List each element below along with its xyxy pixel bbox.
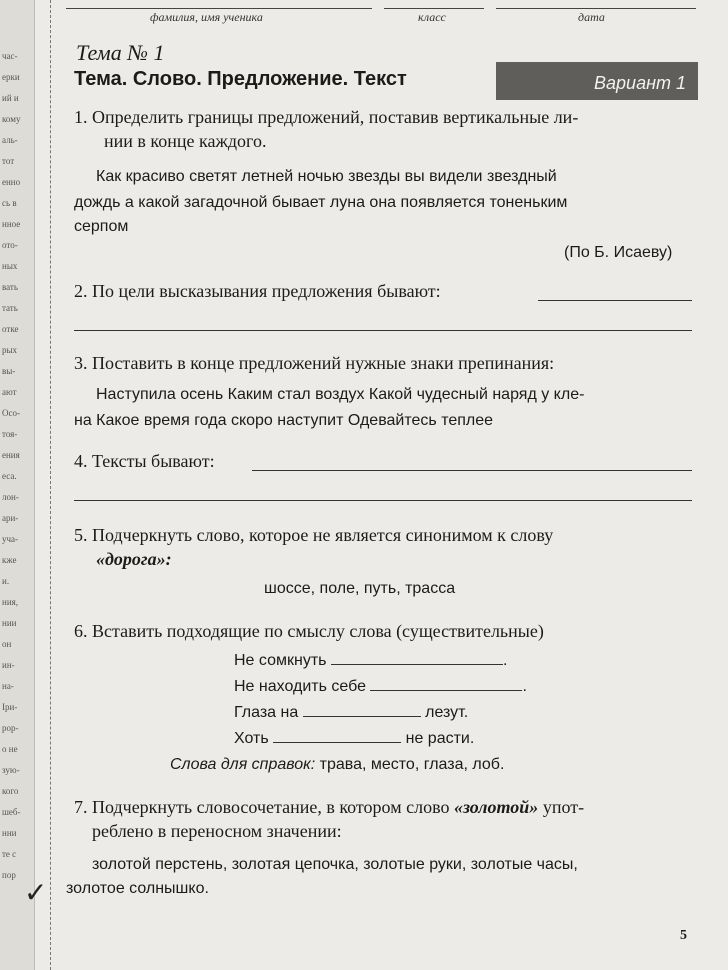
task7-word: «золотой» bbox=[453, 797, 539, 817]
task7-question-start: 7. Подчеркнуть словосочетание, в котором слово bbox=[74, 797, 454, 817]
task6-phrase4 bbox=[234, 726, 474, 752]
task6-reference-words: трава, место, глаза, лоб. bbox=[319, 756, 505, 773]
task7-options-line2[interactable]: золотое солнышко. bbox=[66, 880, 209, 897]
task7-question-line1 bbox=[74, 796, 584, 818]
task6-phrase1-start: Не сомкнуть bbox=[234, 652, 327, 669]
adjacent-page-fragment: тоя- bbox=[2, 429, 18, 439]
adjacent-page-fragment: ин- bbox=[2, 660, 15, 670]
task1-question-line1: 1. Определить границы предложений, поставив вертикальные ли- bbox=[74, 107, 579, 127]
adjacent-page-fragment: рых bbox=[2, 345, 18, 355]
topic-number: Тема № 1 bbox=[76, 40, 165, 65]
adjacent-page-fragment: ари- bbox=[2, 513, 19, 523]
variant-badge: Вариант 1 bbox=[496, 62, 698, 100]
date-line bbox=[496, 8, 696, 9]
name-label: фамилия, имя ученика bbox=[150, 10, 263, 24]
adjacent-page-fragment: отке bbox=[2, 324, 19, 334]
task3-text-line1: Наступила осень Каким стал воздух Какой чудесный наряд у кле- bbox=[96, 386, 585, 403]
adjacent-page-fragment: нии bbox=[2, 618, 17, 628]
page-title: Тема. Слово. Предложение. Текст bbox=[74, 68, 407, 90]
task6-blank2[interactable] bbox=[370, 676, 522, 691]
adjacent-page-fragment: нни bbox=[2, 828, 17, 838]
task6-phrase3-start: Глаза на bbox=[234, 704, 299, 721]
adjacent-page-fragment: на- bbox=[2, 681, 14, 691]
task1-text-line3: серпом bbox=[74, 218, 129, 235]
task3-question: 3. Поставить в конце предложений нужные знаки препинания: bbox=[74, 353, 555, 373]
task3-text-line2: на Какое время года скоро наступит Одевайтесь теплее bbox=[74, 412, 494, 429]
task7-question-end: упот- bbox=[538, 797, 585, 817]
adjacent-page-fragment: лон- bbox=[2, 492, 19, 502]
task4-answer-line1[interactable] bbox=[252, 470, 692, 471]
adjacent-page-fragment: он bbox=[2, 639, 12, 649]
adjacent-page-fragment: шеб- bbox=[2, 807, 21, 817]
adjacent-page-fragment: кже bbox=[2, 555, 17, 565]
checkmark-icon: ✓ bbox=[24, 878, 48, 909]
task6-reference bbox=[170, 752, 504, 778]
task6-phrase3-end: лезут. bbox=[425, 704, 469, 721]
adjacent-page-fragment: ния, bbox=[2, 597, 19, 607]
margin-line bbox=[50, 0, 51, 970]
adjacent-page-fragment: ных bbox=[2, 261, 18, 271]
task6-phrase1 bbox=[234, 648, 507, 674]
adjacent-page-fragment: и. bbox=[2, 576, 10, 586]
adjacent-page-fragment: пор bbox=[2, 870, 16, 880]
adjacent-page-fragment: сь в bbox=[2, 198, 17, 208]
task5-options[interactable]: шоссе, поле, путь, трасса bbox=[264, 580, 456, 597]
task6-blank1[interactable] bbox=[331, 650, 503, 665]
adjacent-page-fragment: вы- bbox=[2, 366, 16, 376]
task6-blank4[interactable] bbox=[273, 728, 401, 743]
task7-question-line2: реблено в переносном значении: bbox=[92, 821, 342, 841]
adjacent-page-fragment: еса. bbox=[2, 471, 17, 481]
task6-phrase1-end: . bbox=[502, 652, 508, 669]
task7-options-line1[interactable]: золотой перстень, золотая цепочка, золотые руки, золотые часы, bbox=[92, 856, 578, 873]
adjacent-page-fragment: ают bbox=[2, 387, 17, 397]
name-line bbox=[66, 8, 372, 9]
task1-text-line1: Как красиво светят летней ночью звезды вы видели звездный bbox=[96, 168, 557, 185]
adjacent-page-fragment: зую- bbox=[2, 765, 20, 775]
adjacent-page-fragment: кого bbox=[2, 786, 19, 796]
adjacent-page-fragment: ерки bbox=[2, 72, 20, 82]
task6-phrase2 bbox=[234, 674, 527, 700]
adjacent-page-fragment: Іри- bbox=[2, 702, 18, 712]
class-label: класс bbox=[418, 10, 446, 24]
task1-source: (По Б. Исаеву) bbox=[564, 244, 673, 261]
adjacent-page-fragment: рор- bbox=[2, 723, 19, 733]
task2-answer-line1[interactable] bbox=[538, 300, 692, 301]
adjacent-page-fragment: Осо- bbox=[2, 408, 20, 418]
adjacent-page-fragment: о не bbox=[2, 744, 18, 754]
adjacent-page-fragment: вать bbox=[2, 282, 18, 292]
adjacent-page-fragment: ий и bbox=[2, 93, 19, 103]
task6-phrase4-end: не расти. bbox=[405, 730, 475, 747]
task1-text-line2: дождь а какой загадочной бывает луна она появляется тоненьким bbox=[74, 194, 568, 211]
date-label: дата bbox=[578, 10, 605, 24]
adjacent-page-fragment: час- bbox=[2, 51, 18, 61]
task6-phrase2-end: . bbox=[522, 678, 527, 695]
adjacent-page-strip bbox=[0, 0, 35, 970]
task5-word: «дорога»: bbox=[96, 549, 172, 569]
adjacent-page-fragment: тать bbox=[2, 303, 18, 313]
adjacent-page-fragment: тот bbox=[2, 156, 15, 166]
adjacent-page-fragment: кому bbox=[2, 114, 21, 124]
task6-blank3[interactable] bbox=[303, 702, 421, 717]
task6-phrase4-start: Хоть bbox=[234, 730, 269, 747]
adjacent-page-fragment: ото- bbox=[2, 240, 18, 250]
task2-answer-line2[interactable] bbox=[74, 330, 692, 331]
adjacent-page-fragment: уча- bbox=[2, 534, 19, 544]
task5-question-line1: 5. Подчеркнуть слово, которое не является синонимом к слову bbox=[74, 525, 554, 545]
adjacent-page-fragment: енно bbox=[2, 177, 21, 187]
adjacent-page-fragment: ения bbox=[2, 450, 20, 460]
task6-reference-label: Слова для справок: bbox=[170, 756, 316, 773]
class-line bbox=[384, 8, 484, 9]
task4-answer-line2[interactable] bbox=[74, 500, 692, 501]
adjacent-page-fragment: те с bbox=[2, 849, 17, 859]
adjacent-page-fragment: аль- bbox=[2, 135, 18, 145]
task1-question-line2: нии в конце каждого. bbox=[104, 131, 267, 151]
adjacent-page-fragment: нное bbox=[2, 219, 21, 229]
page-number: 5 bbox=[680, 928, 687, 943]
task6-phrase2-start: Не находить себе bbox=[234, 678, 366, 695]
task6-phrase3 bbox=[234, 700, 468, 726]
task4-question: 4. Тексты бывают: bbox=[74, 451, 215, 471]
task6-question: 6. Вставить подходящие по смыслу слова (существительные) bbox=[74, 621, 544, 641]
task2-question: 2. По цели высказывания предложения бывают: bbox=[74, 281, 441, 301]
